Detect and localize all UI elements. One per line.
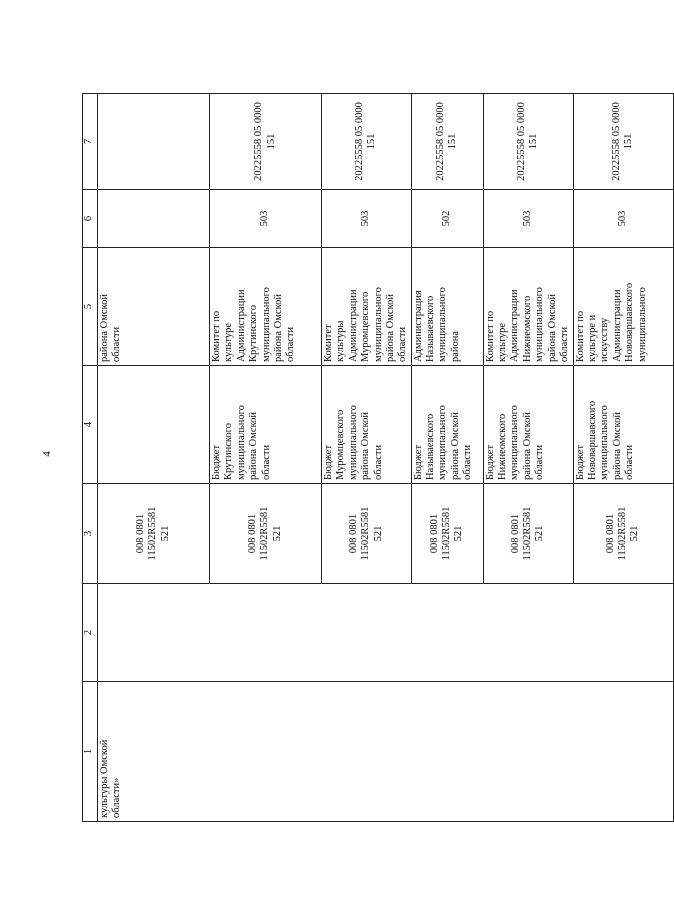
administrator-cell [483, 248, 573, 366]
revenue-code-cell [98, 94, 210, 190]
budget-cell [98, 366, 210, 484]
budget-cell [483, 366, 573, 484]
budget-text: Бюджет Муромцевского муниципального района Омской области [323, 405, 384, 480]
first-column-cell [98, 682, 674, 822]
administrator-text: Комитет по культуре Администрации Крутинского муниципального района Омской области [211, 287, 297, 362]
code-text: 008 0801 11502R5581 521 [509, 506, 546, 561]
code-text: 008 0801 11502R5581 521 [134, 506, 171, 561]
budget-cell [573, 366, 673, 484]
administrator-text: Комитет культуры Администрации Муромцевского муниципального района Омской области [323, 287, 409, 362]
revenue-code-cell [483, 94, 573, 190]
budget-table [82, 93, 674, 822]
admin-code-text: 502 [440, 210, 452, 227]
revenue-code-text: 20225558 05 0000 151 [434, 102, 459, 181]
budget-cell [411, 366, 483, 484]
admin-code-text: 503 [259, 210, 271, 227]
admin-code-cell [210, 190, 322, 248]
code-cell [411, 484, 483, 584]
admin-code-text: 503 [616, 210, 628, 227]
code-cell [483, 484, 573, 584]
revenue-code-text: 20225558 05 0000 151 [353, 102, 378, 181]
header-col-5: 5 [83, 248, 98, 366]
second-column-cell [98, 584, 674, 682]
code-cell [322, 484, 412, 584]
admin-code-cell [573, 190, 673, 248]
revenue-code-text: 20225558 05 0000 151 [610, 102, 635, 181]
budget-cell [210, 366, 322, 484]
budget-text: Бюджет Крутинского муниципального района Омской области [211, 405, 272, 480]
revenue-code-text: 20225558 05 0000 151 [515, 102, 540, 181]
revenue-code-cell [322, 94, 412, 190]
budget-text: Бюджет Нижнеомского муниципального района Омской области [484, 405, 546, 480]
rotated-table-wrapper [82, 94, 648, 822]
header-col-3: 3 [83, 484, 98, 584]
revenue-code-cell [210, 94, 322, 190]
code-text: 008 0801 11502R5581 521 [246, 506, 283, 561]
administrator-cell [411, 248, 483, 366]
header-col-2: 2 [83, 584, 98, 682]
code-cell [210, 484, 322, 584]
code-cell [573, 484, 673, 584]
administrator-cell [210, 248, 322, 366]
budget-text: Бюджет Называевского муниципального района Омской области [412, 405, 474, 480]
administrator-text: Комитет по культуре Администрации Нижнеомского муниципального района Омской области [484, 287, 570, 362]
budget-text: Бюджет Нововаршавского муниципального района Омской области [574, 400, 636, 480]
admin-code-text: 503 [521, 210, 533, 227]
code-text: 008 0801 11502R5581 521 [604, 506, 641, 561]
administrator-text: района Омской области [99, 293, 123, 362]
page-number: 4 [40, 451, 53, 457]
header-row [83, 94, 98, 822]
administrator-text: Комитет по культуре и искусству Администрации Нововаршавского муниципального [574, 282, 648, 362]
header-col-6: 6 [83, 190, 98, 248]
administrator-cell [322, 248, 412, 366]
administrator-text: Администрация Называевского муниципального района [412, 287, 461, 362]
admin-code-cell [411, 190, 483, 248]
header-col-4: 4 [83, 366, 98, 484]
admin-code-cell [483, 190, 573, 248]
table-row [98, 94, 210, 822]
revenue-code-cell [411, 94, 483, 190]
header-col-1: 1 [83, 682, 98, 822]
code-text: 008 0801 11502R5581 521 [347, 506, 384, 561]
revenue-code-cell [573, 94, 673, 190]
admin-code-text: 503 [360, 210, 372, 227]
administrator-cell [98, 248, 210, 366]
code-text: 008 0801 11502R5581 521 [428, 506, 465, 561]
admin-code-cell [98, 190, 210, 248]
admin-code-cell [322, 190, 412, 248]
header-col-7: 7 [83, 94, 98, 190]
administrator-cell [573, 248, 673, 366]
code-cell [98, 484, 210, 584]
budget-cell [322, 366, 412, 484]
first-column-text: культуры Омской области» [99, 739, 123, 818]
revenue-code-text: 20225558 05 0000 151 [253, 102, 277, 181]
